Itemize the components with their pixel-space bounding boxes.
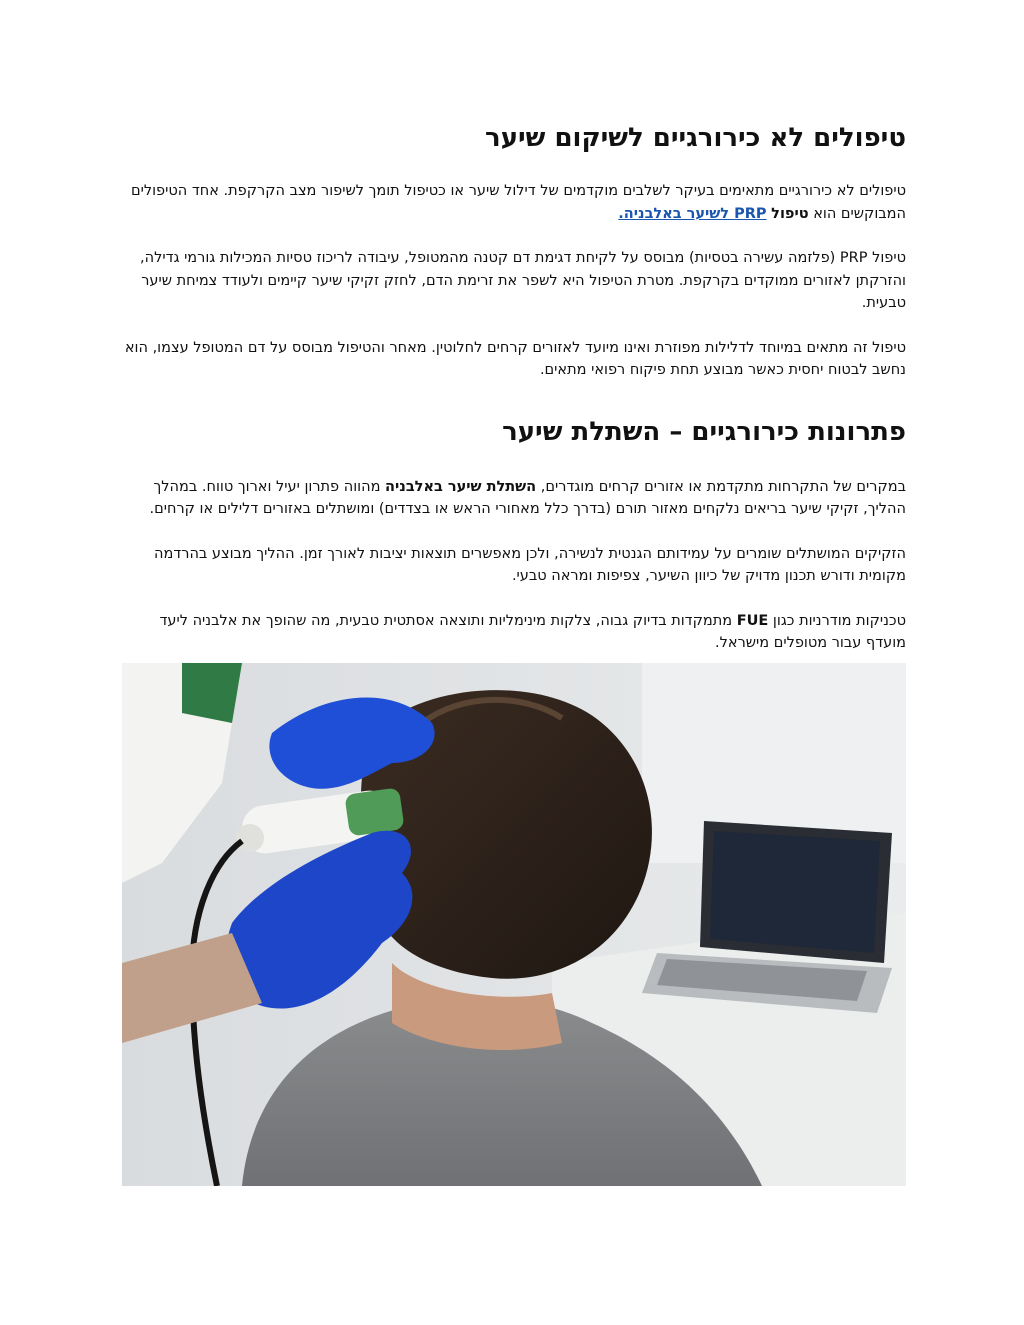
paragraph-transplant-follicles: הזקיקים המושתלים שומרים על עמידותם הגנטית לנשירה, ולכן מאפשרים תוצאות יציבות לאורך זמן. ההליך מבוצע בהרדמה מקומית ודורש תכנון מדויק של כיוון השיער, צפיפות ומראה טבעי. (154, 545, 906, 584)
paragraph-prp-explanation: טיפול PRP (פלזמה עשירה בטסיות) מבוסס על לקיחת דגימת דם קטנה מהמטופל, עיבודה לריכוז טסיות המכילות גורמי גדילה, והזרקתן לאזורים ממוקדים בקרקפת. מטרת הטיפול היא לשפר את זרימת הדם, לחזק זקיקי שיער קיימים ולעודד צמיחת שיער טבעית. (140, 250, 906, 311)
intro-text: טיפולים לא כירורגיים מתאימים בעיקר לשלבים מוקדמים של דילול שיער או כטיפול תומך לשיפור מצב הקרקפת. אחד הטיפולים המבוקשים הוא (131, 183, 906, 222)
paragraph-intro (122, 180, 906, 225)
paragraph-transplant-intro (122, 476, 906, 521)
fue-bold: FUE (736, 612, 769, 629)
document-body (122, 118, 906, 655)
transplant-intro-bold: השתלת שיער באלבניה (385, 478, 537, 495)
paragraph-fue (122, 610, 906, 655)
intro-bold: טיפול (771, 205, 809, 222)
transplant-intro-pre: במקרים של התקרחות מתקדמת או אזורים קרחים מוגדרים, (540, 478, 906, 495)
paragraph-prp-suitability: טיפול זה מתאים במיוחד לדלילות מפוזרת ואינו מיועד לאזורים קרחים לחלוטין. מאחר והטיפול מבוסס על דם המטופל עצמו, הוא נחשב לבטוח יחסית כאשר מבוצע תחת פיקוח רפואי מתאים. (124, 339, 906, 378)
section-title-non-surgical: טיפולים לא כירורגיים לשיקום שיער (485, 123, 906, 153)
transplant-intro-post: מהווה פתרון יעיל וארוך טווח. במהלך ההליך, זקיקי שיער בריאים נלקחים מאזור תורם (בדרך כלל מאחורי הראש או בצדדים) ומושתלים באזורים דלילים או קרחים. (149, 478, 906, 517)
prp-albania-link[interactable]: PRP לשיער באלבניה. (618, 205, 767, 222)
scalp-examination-photo (122, 663, 906, 1186)
fue-pre: טכניקות מודרניות כגון (772, 612, 906, 629)
fue-post: מתמקדות בדיוק גבוה, צלקות מינימליות ותוצאה אסתטית טבעית, מה שהופך את אלבניה ליעד מועדף עבור מטופלים מישראל. (159, 612, 906, 651)
section-title-surgical: פתרונות כירורגיים – השתלת שיער (502, 416, 906, 447)
